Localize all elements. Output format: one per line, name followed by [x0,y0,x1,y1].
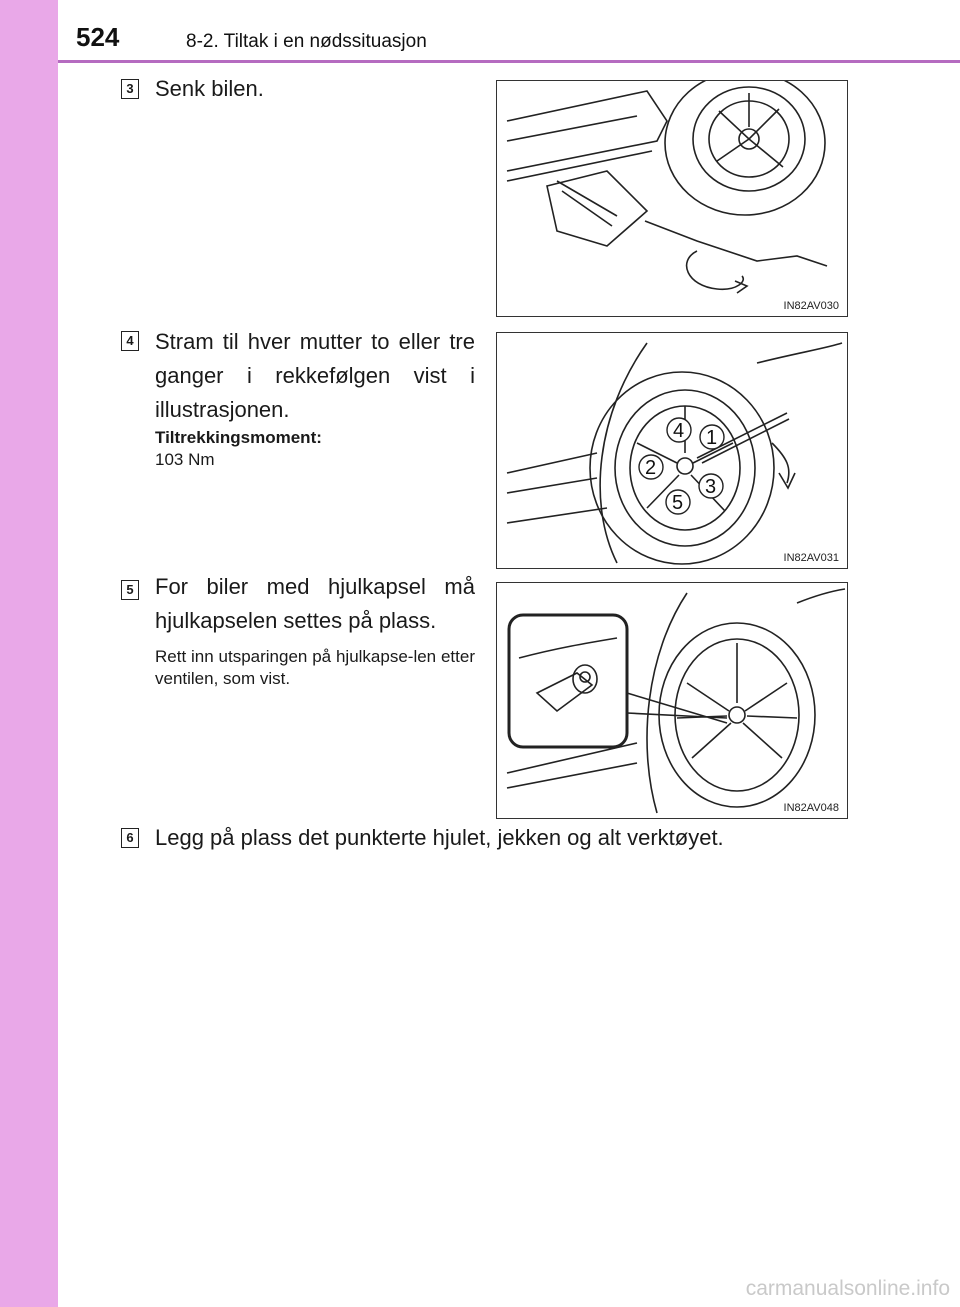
header-divider [58,60,960,63]
step-4-text: Stram til hver mutter to eller tre ganger i rekkefølgen vist i illustrasjonen. [155,329,475,422]
nut-label-5: 5 [672,492,684,514]
nut-label-4: 4 [673,420,685,442]
figure-tighten-nuts [496,332,848,569]
step-badge-4: 4 [121,331,139,351]
step-5-text: For biler med hjulkapsel må hjulkapselen settes på plass. [155,574,475,633]
watermark: carmanualsonline.info [745,1277,950,1300]
nut-label-3: 3 [705,476,717,498]
step-badge-5: 5 [121,580,139,600]
side-tab-band [0,0,58,1307]
page-number: 524 [76,22,120,52]
step-3-text: Senk bilen. [155,76,264,101]
nut-label-1: 1 [706,427,718,449]
section-title: 8-2. Tiltak i en nødssituasjon [186,31,427,52]
figure-lower-car [496,80,848,317]
step-badge-6: 6 [121,828,139,848]
wheelcap-note: Rett inn utsparingen på hjulkapse-len etter ventilen, som vist. [155,647,475,688]
step-badge-3: 3 [121,79,139,99]
torque-heading: Tiltrekkingsmoment: [155,428,322,447]
figure-code: IN82AV030 [783,300,839,312]
figure-wheel-cap [496,582,848,819]
figure-code: IN82AV031 [783,552,839,564]
nut-sequence-illustration [497,333,848,569]
figure-code: IN82AV048 [783,802,839,814]
nut-label-2: 2 [645,457,657,479]
wheel-cap-illustration [497,583,848,819]
jack-lowering-illustration [497,81,848,317]
step-6-text: Legg på plass det punkterte hjulet, jekken og alt verktøyet. [155,825,724,850]
torque-value: 103 Nm [155,450,215,469]
